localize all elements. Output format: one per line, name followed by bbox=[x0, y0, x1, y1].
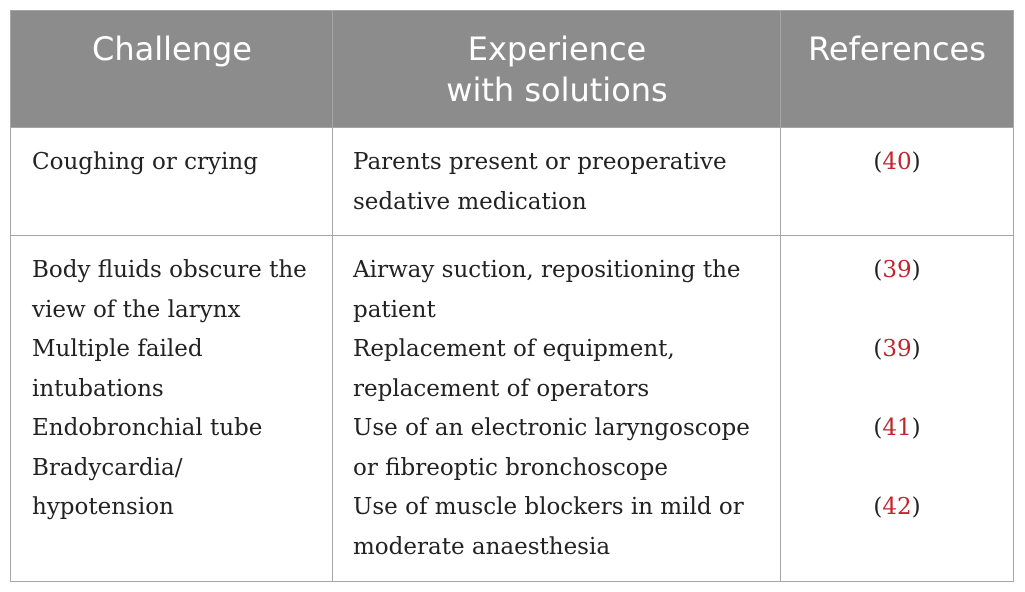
cell-text: Endobronchial tube bbox=[32, 415, 263, 441]
paren-close: ) bbox=[911, 494, 921, 520]
reference-link[interactable]: 42 bbox=[882, 494, 912, 520]
cell-text: Use of muscle blockers in mild or bbox=[353, 494, 744, 520]
header-experience bbox=[333, 11, 781, 127]
table-row-1-challenge bbox=[32, 143, 322, 183]
paren-close: ) bbox=[911, 336, 921, 362]
cell-text: sedative medication bbox=[353, 188, 587, 215]
cell-text: Bradycardia/ bbox=[32, 454, 183, 481]
cell-text: hypotension bbox=[32, 494, 174, 520]
ref-spacer bbox=[781, 449, 1013, 489]
cell-text: patient bbox=[353, 296, 436, 323]
table-row-2-solutions bbox=[353, 251, 778, 567]
table-row-2-challenge bbox=[32, 251, 327, 528]
reference-citation bbox=[781, 330, 1013, 370]
header-challenge-label: Challenge bbox=[92, 30, 252, 68]
cell-text: replacement of operators bbox=[353, 375, 650, 402]
table-header bbox=[11, 11, 1013, 127]
paren-open: ( bbox=[873, 494, 883, 520]
header-references-label: References bbox=[808, 30, 986, 68]
cell-text: view of the larynx bbox=[32, 296, 241, 323]
ref-spacer bbox=[781, 291, 1013, 331]
paren-open: ( bbox=[873, 149, 883, 175]
table-row-1-solutions bbox=[353, 143, 773, 222]
reference-citation bbox=[781, 488, 1013, 528]
reference-citation bbox=[781, 409, 1013, 449]
row-divider bbox=[11, 235, 1013, 236]
table-row-1-references bbox=[781, 143, 1013, 183]
paren-open: ( bbox=[873, 415, 883, 441]
cell-text: Use of an electronic laryngoscope bbox=[353, 415, 750, 441]
cell-text: Body fluids obscure the bbox=[32, 257, 307, 283]
header-experience-line1: Experience bbox=[467, 30, 647, 68]
ref-spacer bbox=[781, 370, 1013, 410]
paren-close: ) bbox=[911, 257, 921, 283]
cell-text: Parents present or preoperative bbox=[353, 149, 727, 175]
paren-open: ( bbox=[873, 257, 883, 283]
cell-text: Airway suction, repositioning the bbox=[353, 257, 741, 283]
cell-text: or fibreoptic bronchoscope bbox=[353, 454, 668, 481]
header-challenge bbox=[11, 11, 333, 127]
header-experience-line2: with solutions bbox=[446, 71, 668, 109]
row-divider bbox=[11, 127, 1013, 128]
cell-text: Multiple failed bbox=[32, 336, 203, 362]
reference-citation bbox=[781, 143, 1013, 183]
paren-open: ( bbox=[873, 336, 883, 362]
reference-link[interactable]: 39 bbox=[882, 257, 912, 283]
cell-text: intubations bbox=[32, 375, 164, 402]
reference-citation bbox=[781, 251, 1013, 291]
solutions-table bbox=[10, 10, 1014, 582]
cell-text: Replacement of equipment, bbox=[353, 336, 675, 362]
paren-close: ) bbox=[911, 415, 921, 441]
paren-close: ) bbox=[911, 149, 921, 175]
table-row-2-references bbox=[781, 251, 1013, 528]
reference-link[interactable]: 40 bbox=[882, 149, 912, 175]
cell-text: moderate anaesthesia bbox=[353, 533, 611, 560]
reference-link[interactable]: 39 bbox=[882, 336, 912, 362]
header-references bbox=[781, 11, 1013, 127]
reference-link[interactable]: 41 bbox=[882, 415, 912, 441]
cell-text: Coughing or crying bbox=[32, 149, 258, 175]
column-divider bbox=[332, 11, 333, 581]
